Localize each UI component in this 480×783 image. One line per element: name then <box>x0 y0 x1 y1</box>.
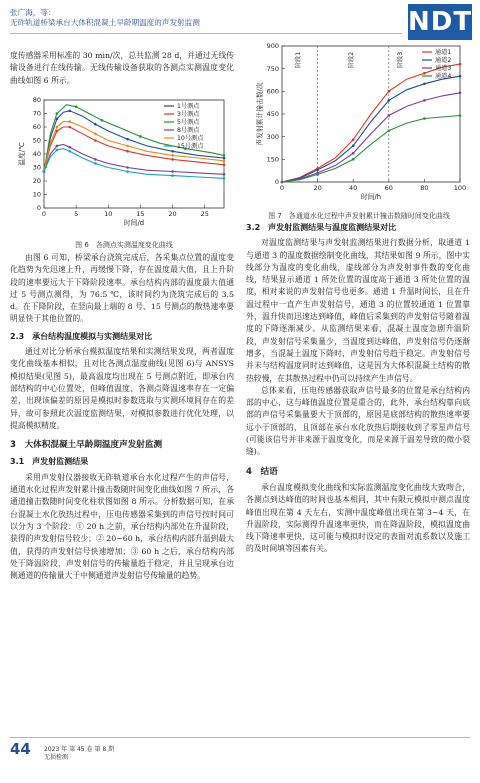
stage-label: 阶段2 <box>348 51 356 69</box>
data-point <box>223 177 226 180</box>
legend-label: 5号测点 <box>177 119 200 127</box>
x-axis-label: 时间/d <box>123 219 145 227</box>
y-tick-label: 150 <box>266 155 279 164</box>
y-tick-label: 60 <box>32 123 41 132</box>
data-point <box>56 126 59 129</box>
series-line <box>282 93 460 182</box>
paragraph: 采用声发射仪器接收无砟轨道承台水化过程产生的声信号，通道水化过程声发射累计撞击数随时间变化曲线如图 7 所示，各通道撞击数随时间变化柱状图如图 8 所示。分析数据可知，在承台混凝土水化放热过程中，压电传感器采集到的声信号按时间可以分为 3 个阶段：① 20 h 之前，承台结构内部处在升温阶段，获得的声发射信号较少；② 20~60 h，承台结构内部升温到最大值，获得的声发射信号快速增加；③ 60 h 之后，承台结构内部处于降温阶段，声发射信号的传输量趋于稳定，并且呈现承台边侧通道的传输量大于中侧通道声发射信号传输量的趋势。 <box>10 472 234 581</box>
data-point <box>101 119 104 122</box>
data-point <box>94 162 97 165</box>
data-point <box>423 117 426 120</box>
y-tick-label: 0 <box>36 204 41 213</box>
data-point <box>126 166 129 169</box>
figure-6 <box>14 96 234 249</box>
section-heading: 3.1 声发射监测结果 <box>10 457 89 467</box>
x-tick-label: 0 <box>279 184 285 192</box>
data-point <box>94 132 97 135</box>
data-point <box>388 90 391 93</box>
page-number: 44 <box>10 740 31 758</box>
paragraph: 对温度监测结果与声发射监测结果进行数据分析，取通道 1 与通道 3 的温度数据绘制变化曲线，其结果如图 9 所示，图中实线部分为温度的变化曲线，虚线部分为声发射事件数的变化曲线，结果显示通道 1 所处位置的温度高于通道 3 所处位置的温度，相对来说的声发射信号也更多。通道 1 升温时间长，且在升温过程中一直产生声发射信号，通道 3 的位置较通道 1 位置靠外，温升快而迅速达到峰值，峰值后采集到的声发射信号随着温度的下降逐渐减少。从监测结果来看，混凝土温度急剧升温阶段，声发射信号采集量少，当温度到达峰值，声发射信号仍逐渐增多，当混凝土温度下降时，声发射信号趋于稳定。声发射信号并未与结构温度同时达到峰值，这是因为大体积混凝土结构的散热较慢，在其散热过程中仍可以持续产生声信号。 <box>246 238 470 383</box>
data-point <box>94 123 97 126</box>
data-point <box>56 145 59 148</box>
data-point <box>223 164 226 167</box>
data-point <box>68 110 71 113</box>
section-heading: 3 大体积混凝土早龄期温度声发射监测 <box>10 440 163 451</box>
legend-label: 15号测点 <box>177 143 204 151</box>
data-point <box>223 154 226 157</box>
legend-label: 1号测点 <box>177 103 200 111</box>
figure-7-caption: 图 7 各通道水化过程中声发射累计撞击数随时间变化曲线 <box>268 212 450 220</box>
left-column-body <box>10 252 234 582</box>
x-tick-label: 40 <box>349 184 358 192</box>
stage-label: 阶段1 <box>294 51 302 69</box>
data-point <box>171 174 174 177</box>
data-point <box>316 173 319 176</box>
y-tick-label: 600 <box>266 87 279 96</box>
data-point <box>68 120 71 123</box>
footer-info <box>44 746 114 762</box>
temperature-chart <box>14 96 234 232</box>
x-tick-label: 80 <box>420 184 429 192</box>
data-point <box>459 92 462 95</box>
legend-label: 通道3 <box>435 65 452 73</box>
paragraph: 度传感器采用标准的 30 min/次，总共监测 28 d，并通过无线传输设备进行在线传输。无线传输设备获取的各测点实测温度变化曲线如图 6 所示。 <box>10 51 234 85</box>
data-point <box>126 170 129 173</box>
data-point <box>388 129 391 132</box>
acoustic-emission-chart <box>246 42 472 204</box>
legend-label: 通道2 <box>435 57 452 65</box>
y-tick-label: 40 <box>32 150 41 159</box>
paragraph: 总体来看，压电传感器获取声信号最多的位置是承台结构内部的中心，这与峰值温度位置是重合的，此外，承台结构靠向底部的声信号采集量要大于顶部的，原因是底部结构的散热速率要远小于顶部的，且顶部在承台水化放热后期接收到了零星声信号(可能该信号并非来源于温度变化，而是来源于温差导致的微小裂缝)。 <box>246 385 470 457</box>
section-heading: 2.3 承台结构温度模拟与实测结果对比 <box>10 331 153 341</box>
y-tick-label: 10 <box>32 190 41 199</box>
data-point <box>352 138 355 141</box>
x-tick-label: 20 <box>168 210 177 218</box>
section-heading: 3.2 声发射监测结果与温度监测结果对比 <box>246 223 397 232</box>
y-tick-label: 750 <box>266 64 279 73</box>
data-point <box>94 139 97 142</box>
journal-logo: NDT <box>408 4 472 40</box>
data-point <box>43 170 46 173</box>
data-point <box>139 135 142 138</box>
right-column-body <box>246 222 470 556</box>
x-axis-label: 时间/h <box>360 193 382 201</box>
x-tick-label: 60 <box>384 184 393 192</box>
x-tick-label: 5 <box>74 210 79 218</box>
data-point <box>171 170 174 173</box>
data-point <box>56 112 59 115</box>
paragraph: 通过对比分析承台模拟温度结果和实测结果发现，两者温度变化曲线基本相似，且对比各测点温度曲线(见图 6)与 ANSYS 模拟结果(见图 5)，最高温度均出现在 5 号测点附近，即承台内部结构的中心位置处，但峰值温度、各测点降温速率存在一定偏差，出现该偏差的原因是模拟时参数选取与实测环境间存在的差异，故可参照此次温度监测结果，对模拟参数进行优化处理，以提高模拟精度。 <box>10 347 234 430</box>
data-point <box>388 114 391 117</box>
x-tick-label: 0 <box>41 210 47 218</box>
data-point <box>68 150 71 153</box>
paragraph: 承台温度模拟变化曲线和实际监测温度变化曲线大致吻合，各测点到达峰值的时间也基本相同，其中有限元模拟中测点温度峰值出现在第 4 天左右，实测中温度峰值出现在第 3~4 天，在升温阶段，实际测得升温速率更快，而在降温阶段，模拟温度曲线下降速率更快，这可能与模拟时设定的表面对流系数以及施工的及时间填等因素有关。 <box>246 482 470 554</box>
header-authors: 张广海，等： <box>10 8 56 17</box>
legend-label: 通道1 <box>435 49 452 57</box>
data-point <box>126 145 129 148</box>
y-tick-label: 0 <box>274 178 279 187</box>
header-divider <box>10 33 402 34</box>
x-tick-label: 20 <box>313 184 322 192</box>
data-point <box>126 138 129 141</box>
running-header <box>10 8 200 28</box>
footer-divider <box>10 737 470 738</box>
data-point <box>352 144 355 147</box>
y-tick-label: 300 <box>266 132 279 141</box>
y-tick-label: 20 <box>32 177 41 186</box>
y-axis-label: 声发射累计撞击数/次 <box>256 82 264 146</box>
y-tick-label: 30 <box>32 163 41 172</box>
y-tick-label: 80 <box>32 96 41 105</box>
legend-label: 通道4 <box>435 73 452 81</box>
stage-label: 阶段3 <box>397 51 405 69</box>
header-title: 无砟轨道桥梁承台大体积混凝土早龄期温度的声发射监测 <box>10 18 200 27</box>
series-line <box>282 116 460 183</box>
y-tick-label: 450 <box>266 110 279 119</box>
series-line <box>282 76 460 182</box>
x-tick-label: 10 <box>104 210 113 218</box>
data-point <box>68 126 71 129</box>
x-tick-label: 25 <box>200 210 209 218</box>
data-point <box>281 181 284 184</box>
legend-label: 10号测点 <box>177 135 204 143</box>
section-heading: 4 结语 <box>246 466 278 477</box>
data-point <box>223 159 226 162</box>
data-point <box>68 146 71 149</box>
figure-7 <box>246 42 472 220</box>
footer-journal: 无损检测 <box>44 754 69 761</box>
y-tick-label: 70 <box>32 109 41 118</box>
x-tick-label: 100 <box>453 184 467 192</box>
figure-6-caption: 图 6 各测点实测温度变化曲线 <box>75 241 173 249</box>
data-point <box>352 152 355 155</box>
data-point <box>94 158 97 161</box>
legend-label: 3号测点 <box>177 111 200 119</box>
y-tick-label: 900 <box>266 42 279 51</box>
footer-issue: 2023 年 第 45 卷 第 8 期 <box>44 746 115 753</box>
data-point <box>459 75 462 78</box>
data-point <box>171 154 174 157</box>
legend-label: 8号测点 <box>177 127 200 135</box>
data-point <box>223 173 226 176</box>
data-point <box>459 114 462 117</box>
data-point <box>459 63 462 66</box>
data-point <box>56 149 59 152</box>
y-axis-label: 温度/℃ <box>18 142 26 166</box>
data-point <box>423 72 426 75</box>
data-point <box>171 158 174 161</box>
data-point <box>316 169 319 172</box>
data-point <box>423 82 426 85</box>
data-point <box>388 99 391 102</box>
data-point <box>75 105 78 108</box>
data-point <box>171 150 174 153</box>
data-point <box>423 99 426 102</box>
x-tick-label: 15 <box>136 210 145 218</box>
left-column-top <box>10 50 234 87</box>
paragraph: 由图 6 可知，桥梁承台浇筑完成后，各采集点位置的温度变化趋势为先迅速上升，再缓慢下降，存在温度最大值，且上升阶段的速率要远大于下降阶段速率。承台结构内部的温度最大值通过 5 号测点测得，为 76.5 ℃，该时间约为浇筑完成后的 3.5 d。在下降阶段，在竖向最上端的 8 号、15 号测点的散热速率要明显快于其他位置的。 <box>10 253 234 324</box>
data-point <box>223 157 226 160</box>
data-point <box>126 150 129 153</box>
data-point <box>352 158 355 161</box>
y-tick-label: 50 <box>32 136 41 145</box>
